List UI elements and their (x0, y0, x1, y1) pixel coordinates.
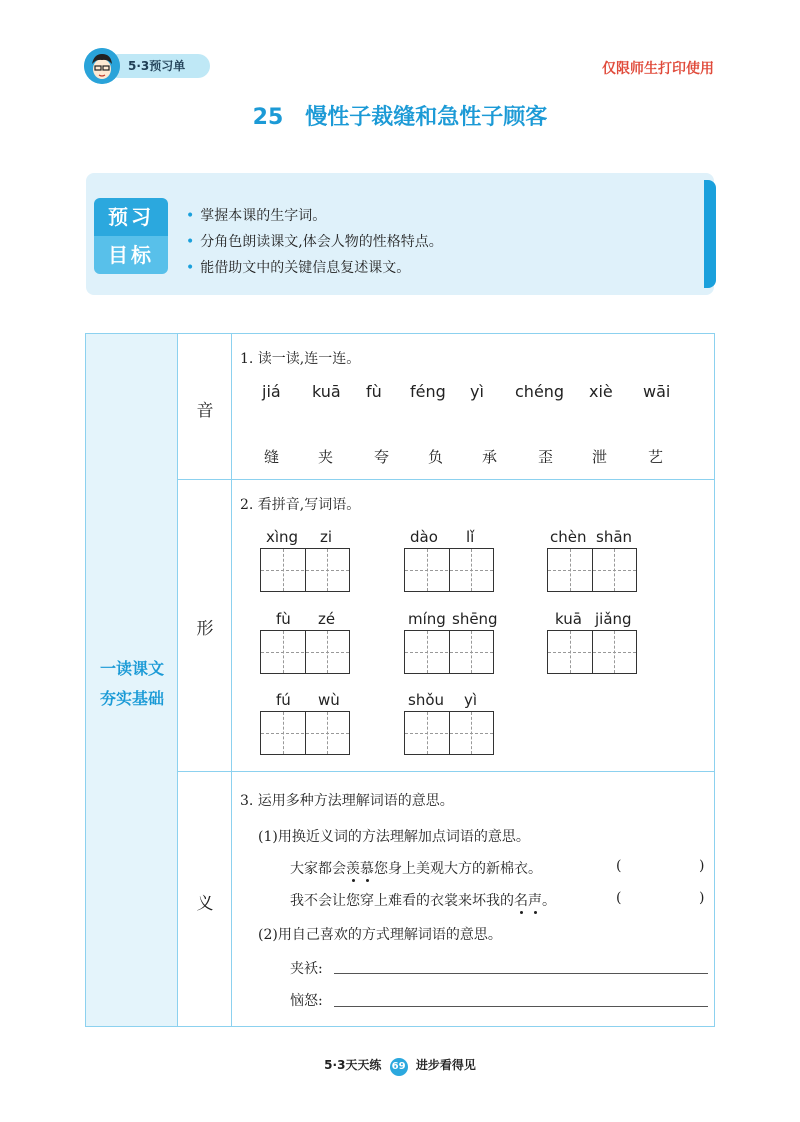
pinyin-syllable: fù (276, 610, 291, 628)
pinyin-syllable: jiǎng (595, 610, 632, 628)
answer-blank[interactable] (628, 886, 696, 910)
pinyin-item: fù (366, 382, 382, 401)
pinyin-syllable: zé (318, 610, 336, 628)
pinyin-item: chéng (515, 382, 565, 401)
character-item: 泄 (592, 448, 608, 466)
answer-paren-close: ) (699, 890, 705, 906)
section-label-line1: 一读课文 (99, 659, 164, 678)
page-title (0, 100, 800, 131)
goals-label-bottom: 目标 (94, 236, 168, 274)
term-label: 夹袄: (290, 961, 323, 977)
lesson-title-text: 慢性子裁缝和急性子顾客 (305, 105, 548, 130)
section-label-line2: 夯实基础 (99, 689, 164, 708)
pinyin-syllable: xìng (266, 528, 299, 546)
badge-label: 5·3预习单 (128, 59, 186, 73)
pinyin-item: jiá (262, 382, 281, 401)
pinyin-syllable: zi (320, 528, 333, 546)
writing-grid[interactable] (547, 630, 637, 674)
pinyin-syllable: dào (410, 528, 438, 546)
goal-item: • 分角色朗读课文,体会人物的性格特点。 (186, 234, 443, 250)
lesson-number: 25 (252, 105, 284, 130)
pinyin-syllable: fú (276, 691, 291, 709)
sentence-1: 大家都会羡慕您身上美观大方的新棉衣。 (290, 861, 542, 877)
pinyin-syllable: wù (318, 691, 340, 709)
pinyin-syllable: yì (464, 691, 478, 709)
footer (0, 1056, 800, 1076)
answer-blank[interactable] (628, 854, 696, 878)
sentence-2: 我不会让您穿上难看的衣裳来坏我的名声。 (290, 893, 556, 909)
writing-grid[interactable] (260, 548, 350, 592)
writing-grid[interactable] (404, 630, 494, 674)
pinyin-item: wāi (643, 382, 671, 401)
pinyin-syllable: shān (596, 528, 633, 546)
row-label-sound: 音 (196, 401, 214, 421)
goals-label-top: 预习 (94, 198, 168, 236)
pinyin-item: kuā (312, 382, 341, 401)
row-divider (178, 771, 714, 772)
question-3-prompt: 3. 运用多种方法理解词语的意思。 (240, 793, 454, 809)
character-item: 负 (428, 448, 444, 466)
pinyin-item: xiè (589, 382, 613, 401)
question-1-prompt: 1. 读一读,连一连。 (240, 351, 361, 367)
pinyin-syllable: míng (408, 610, 446, 628)
character-item: 夸 (374, 448, 390, 466)
goal-item: • 掌握本课的生字词。 (186, 208, 327, 224)
row-label-shape: 形 (196, 619, 214, 639)
writing-grid[interactable] (404, 711, 494, 755)
footer-brand: 5·3天天练 (324, 1058, 382, 1072)
row-label-column (178, 334, 232, 1026)
goal-item: • 能借助文中的关键信息复述课文。 (186, 260, 411, 276)
writing-grid[interactable] (260, 711, 350, 755)
character-item: 缝 (264, 448, 280, 466)
pinyin-item: féng (410, 382, 446, 401)
character-item: 艺 (648, 448, 664, 466)
page-number: 69 (390, 1058, 408, 1076)
question-3-sub2: (2)用自己喜欢的方式理解词语的意思。 (258, 927, 502, 943)
answer-line[interactable] (334, 1006, 708, 1007)
writing-grid[interactable] (547, 548, 637, 592)
pinyin-syllable: kuā (555, 610, 582, 628)
footer-slogan: 进步看得见 (415, 1058, 476, 1072)
pinyin-syllable: lǐ (466, 528, 475, 546)
character-item: 夹 (318, 448, 334, 466)
row-label-meaning: 义 (196, 894, 214, 914)
writing-grid[interactable] (404, 548, 494, 592)
goals-label (94, 198, 168, 274)
pinyin-syllable: chèn (550, 528, 587, 546)
question-3-sub1: (1)用换近义词的方法理解加点词语的意思。 (258, 829, 530, 845)
character-item: 承 (482, 448, 498, 466)
answer-paren-open: ( (616, 858, 622, 874)
answer-paren-open: ( (616, 890, 622, 906)
emphasized-word: 羡慕 (346, 861, 374, 877)
goals-list (186, 203, 443, 281)
character-item: 歪 (538, 448, 554, 466)
answer-paren-close: ) (699, 858, 705, 874)
pinyin-syllable: shǒu (408, 691, 445, 709)
term-label: 恼怒: (290, 993, 323, 1009)
pinyin-syllable: shēng (452, 610, 498, 628)
pinyin-item: yì (470, 382, 484, 401)
answer-line[interactable] (334, 973, 708, 974)
goals-panel-edge (704, 180, 716, 288)
row-divider (178, 479, 714, 480)
question-2-prompt: 2. 看拼音,写词语。 (240, 497, 361, 513)
header-badge (84, 48, 210, 84)
writing-grid[interactable] (260, 630, 350, 674)
avatar (84, 48, 120, 84)
emphasized-word: 名声 (514, 893, 542, 909)
section-label-column (86, 334, 178, 1026)
print-only-notice: 仅限师生打印使用 (602, 61, 714, 77)
exercise-table (85, 333, 715, 1027)
